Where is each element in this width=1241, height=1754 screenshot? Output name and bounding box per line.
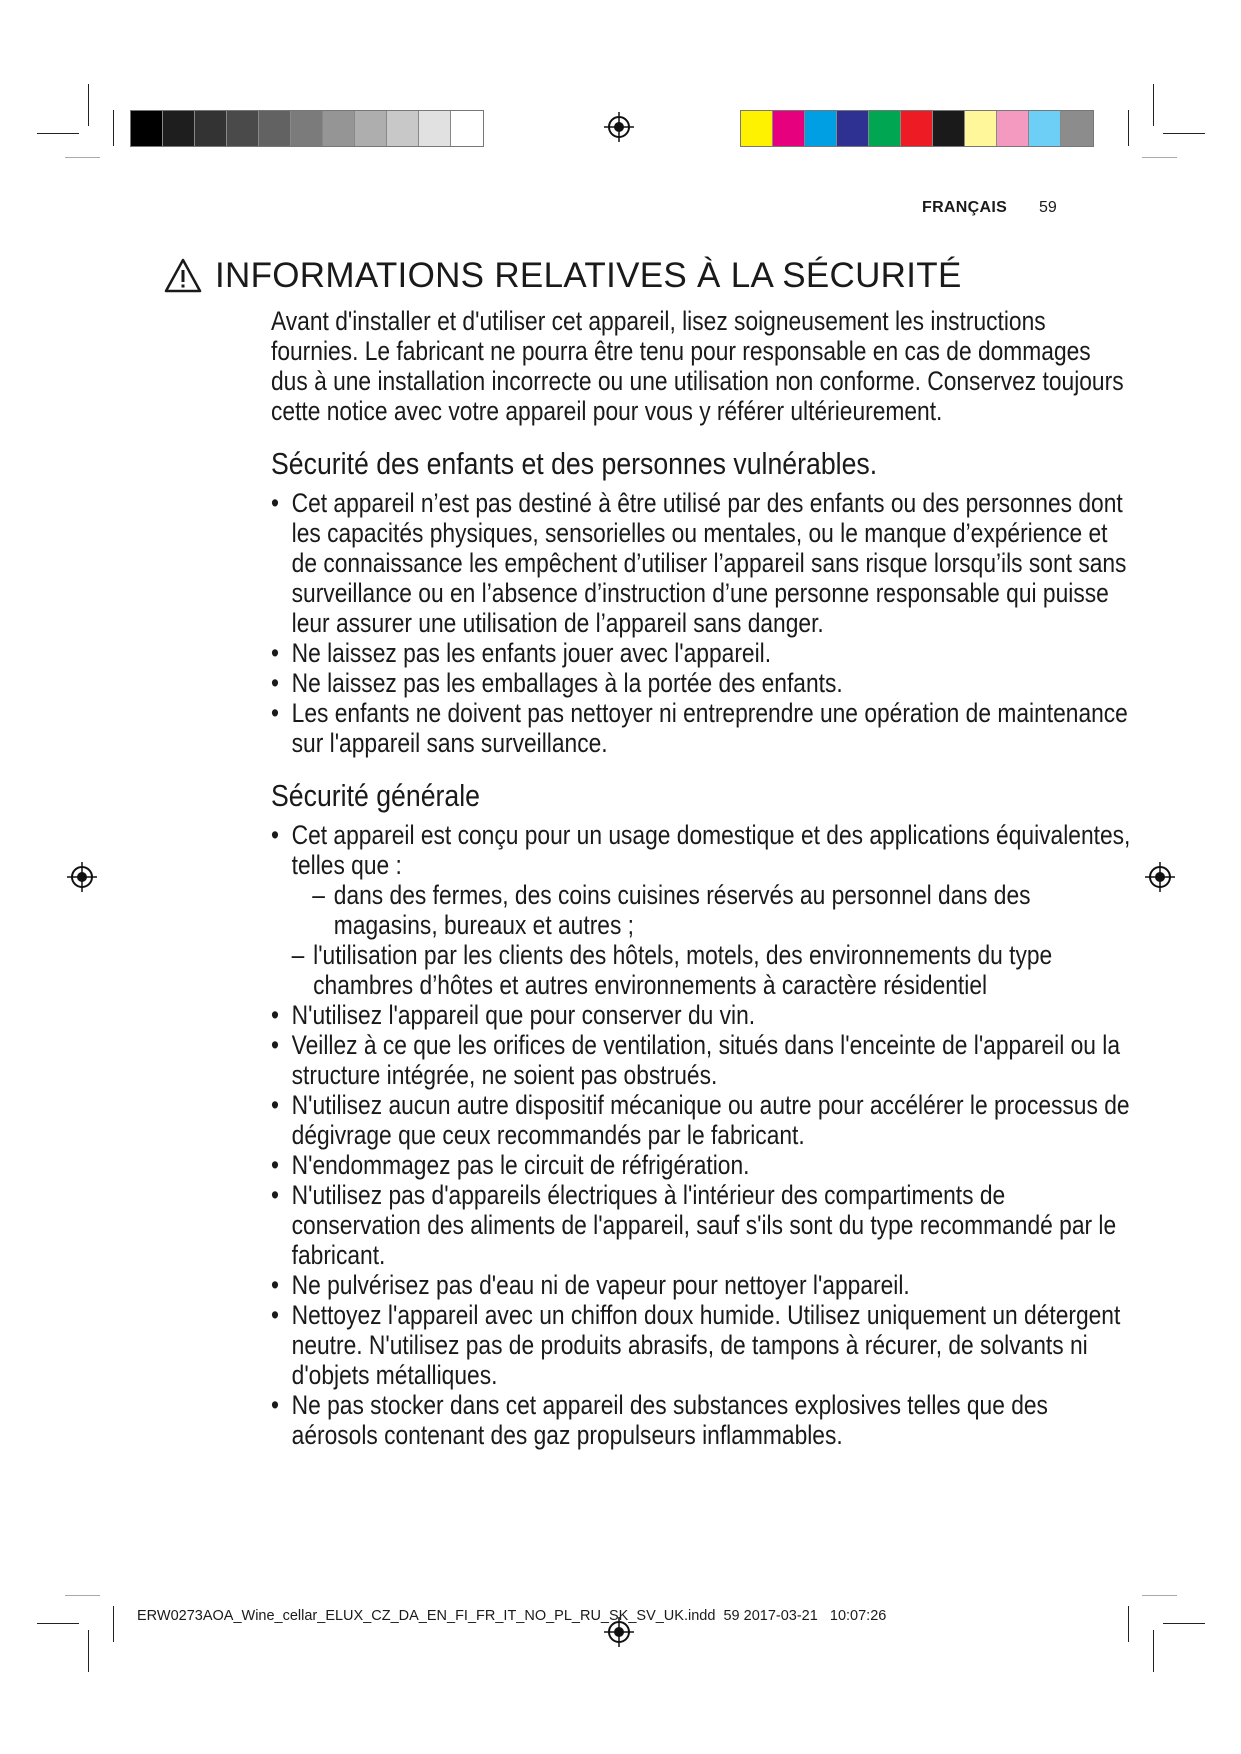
color-swatch bbox=[195, 111, 227, 146]
slug-date: 2017-03-21 bbox=[743, 1608, 818, 1624]
sub-list-item: – l'utilisation par les clients des hôtels, motels, des environnements du type chambres d’hôtes et autres environnements à caractère résidentiel bbox=[291, 940, 1053, 1000]
crop-mark bbox=[1142, 157, 1177, 158]
crop-mark bbox=[113, 110, 114, 146]
registration-mark-icon bbox=[604, 112, 634, 142]
list-item: • Cet appareil n’est pas destiné à être utilisé par des enfants ou des personnes dont les capacités physiques, sensorielles ou mentales, ou le manque d’expérience et de connaissance les empêchent d’utiliser l’appareil sans risque lorsqu’ils sont sans surveillance ou en l’absence d’instruction d’une personne responsable qui puisse leur assurer une utilisation de l’appareil sans danger. bbox=[271, 488, 1131, 638]
color-swatch bbox=[131, 111, 163, 146]
crop-mark bbox=[65, 1595, 100, 1596]
print-slug bbox=[137, 1608, 886, 1624]
list-item: • Ne laissez pas les enfants jouer avec l'appareil. bbox=[271, 638, 1131, 668]
sub-list-item: – dans des fermes, des coins cuisines réservés au personnel dans des magasins, bureaux et autres ; bbox=[312, 880, 1031, 940]
section-heading-children: Sécurité des enfants et des personnes vulnérables. bbox=[271, 446, 878, 481]
gray-calibration-bar bbox=[130, 110, 484, 147]
color-swatch bbox=[837, 111, 869, 146]
crop-mark bbox=[88, 1630, 89, 1672]
list-item: • Les enfants ne doivent pas nettoyer ni entreprendre une opération de maintenance sur l'appareil sans surveillance. bbox=[271, 698, 1131, 758]
slug-page: 59 bbox=[723, 1608, 740, 1624]
list-item: • N'endommagez pas le circuit de réfrigération. bbox=[271, 1150, 1131, 1180]
list-item: • Veillez à ce que les orifices de ventilation, situés dans l'enceinte de l'appareil ou la structure intégrée, ne soient pas obstrués. bbox=[271, 1030, 1131, 1090]
color-swatch bbox=[419, 111, 451, 146]
crop-mark bbox=[37, 1623, 79, 1624]
page-title: INFORMATIONS RELATIVES À LA SÉCURITÉ bbox=[215, 256, 962, 295]
color-swatch bbox=[741, 111, 773, 146]
children-safety-list bbox=[271, 488, 1131, 758]
intro-paragraph: Avant d'installer et d'utiliser cet appareil, lisez soigneusement les instructions fournies. Le fabricant ne pourra être tenu pour responsable en cas de dommages dus à une installation incorrecte ou une utilisation non conforme. Conservez toujours cette notice avec votre appareil pour vous y référer ultérieurement. bbox=[271, 306, 1124, 426]
color-calibration-bar bbox=[740, 110, 1094, 147]
color-swatch bbox=[933, 111, 965, 146]
color-swatch bbox=[323, 111, 355, 146]
list-item: • Ne pulvérisez pas d'eau ni de vapeur pour nettoyer l'appareil. bbox=[271, 1270, 1131, 1300]
crop-mark bbox=[65, 157, 100, 158]
document-body bbox=[271, 306, 1131, 1458]
warning-icon bbox=[163, 257, 203, 295]
list-item: • N'utilisez pas d'appareils électriques à l'intérieur des compartiments de conservation des aliments de l'appareil, sauf s'ils sont du type recommandé par le fabricant. bbox=[271, 1180, 1131, 1270]
color-swatch bbox=[773, 111, 805, 146]
registration-mark-icon bbox=[1145, 862, 1175, 892]
crop-mark bbox=[1128, 1606, 1129, 1642]
color-swatch bbox=[451, 111, 483, 146]
color-swatch bbox=[805, 111, 837, 146]
general-safety-list bbox=[271, 820, 1131, 1450]
crop-mark bbox=[1163, 133, 1205, 134]
slug-time: 10:07:26 bbox=[829, 1608, 887, 1624]
registration-mark-icon bbox=[67, 862, 97, 892]
crop-mark bbox=[37, 133, 79, 134]
crop-mark bbox=[1163, 1623, 1205, 1624]
list-item: • N'utilisez l'appareil que pour conserver du vin. bbox=[271, 1000, 1131, 1030]
color-swatch bbox=[259, 111, 291, 146]
list-item: • Nettoyez l'appareil avec un chiffon doux humide. Utilisez uniquement un détergent neutre. N'utilisez pas de produits abrasifs, de tampons à récurer, de solvants ni d'objets métalliques. bbox=[271, 1300, 1131, 1390]
color-swatch bbox=[997, 111, 1029, 146]
page-number: 59 bbox=[1039, 199, 1057, 216]
crop-mark bbox=[1153, 1630, 1154, 1672]
list-item: • Ne pas stocker dans cet appareil des substances explosives telles que des aérosols contenant des gaz propulseurs inflammables. bbox=[271, 1390, 1131, 1450]
list-item: • N'utilisez aucun autre dispositif mécanique ou autre pour accélérer le processus de dégivrage que ceux recommandés par le fabricant. bbox=[271, 1090, 1131, 1150]
color-swatch bbox=[869, 111, 901, 146]
color-swatch bbox=[387, 111, 419, 146]
color-swatch bbox=[291, 111, 323, 146]
color-swatch bbox=[1061, 111, 1093, 146]
header-language: FRANÇAIS bbox=[922, 199, 1008, 216]
list-item-text: Cet appareil est conçu pour un usage domestique et des applications équivalentes, telles que : bbox=[291, 820, 1131, 880]
sub-list-item-text: dans des fermes, des coins cuisines réservés au personnel dans des magasins, bureaux et autres ; bbox=[333, 880, 1031, 940]
color-swatch bbox=[965, 111, 997, 146]
slug-filename: ERW0273AOA_Wine_cellar_ELUX_CZ_DA_EN_FI_FR_IT_NO_PL_RU_SK_SV_UK.indd bbox=[137, 1608, 716, 1624]
crop-mark bbox=[1142, 1595, 1177, 1596]
crop-mark bbox=[88, 84, 89, 126]
crop-mark bbox=[1153, 84, 1154, 126]
color-swatch bbox=[163, 111, 195, 146]
section-heading-general: Sécurité générale bbox=[271, 778, 480, 813]
color-swatch bbox=[355, 111, 387, 146]
list-item: • Ne laissez pas les emballages à la portée des enfants. bbox=[271, 668, 1131, 698]
section-title bbox=[163, 256, 962, 296]
list-item bbox=[271, 820, 1131, 1000]
crop-mark bbox=[1128, 110, 1129, 146]
color-swatch bbox=[227, 111, 259, 146]
color-swatch bbox=[901, 111, 933, 146]
crop-mark bbox=[113, 1606, 114, 1642]
color-swatch bbox=[1029, 111, 1061, 146]
sub-list-item-text: l'utilisation par les clients des hôtels, motels, des environnements du type chambres d’hôtes et autres environnements à caractère résidentiel bbox=[313, 940, 1053, 1000]
